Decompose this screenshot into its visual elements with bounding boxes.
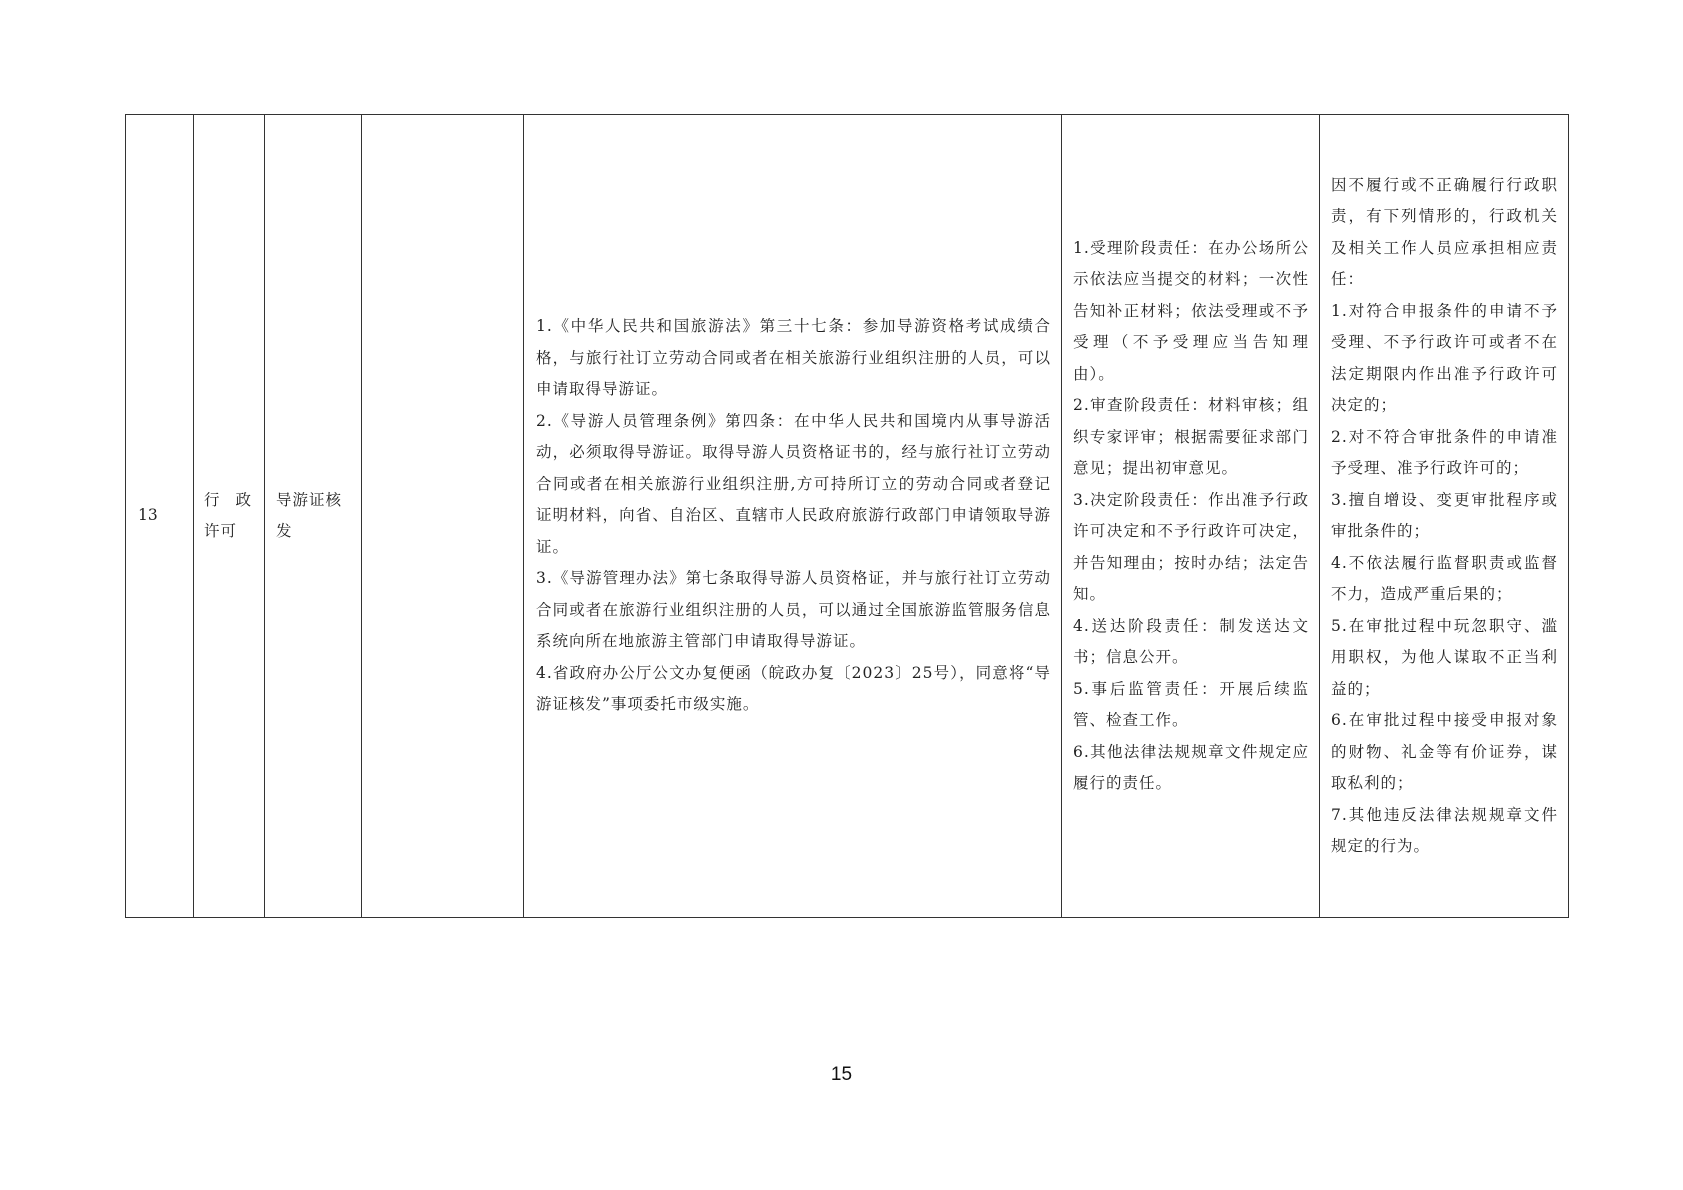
- table-row: [126, 115, 1569, 918]
- accountability-item: 3.擅自增设、变更审批程序或审批条件的；: [1331, 490, 1558, 540]
- accountability-item: 5.在审批过程中玩忽职守、滥用职权，为他人谋取不正当利益的；: [1331, 616, 1558, 698]
- category-line-1: [204, 485, 252, 517]
- accountability-item: 1.对符合申报条件的申请不予受理、不予行政许可或者不在法定期限内作出准予行政许可决定的；: [1331, 301, 1558, 414]
- item-name-cell: [265, 115, 362, 918]
- row-number: 13: [138, 506, 158, 525]
- category-line-2: 许可: [204, 522, 238, 540]
- responsibility-item: 1.受理阶段责任：在办公场所公示依法应当提交的材料；一次性告知补正材料；依法受理或不予受理（不予受理应当告知理由）。: [1073, 238, 1309, 383]
- page-number: 15: [830, 1064, 853, 1085]
- blank-cell: [362, 115, 524, 918]
- item-name: 导游证核发: [276, 490, 343, 540]
- responsibility-item: 2.审查阶段责任：材料审核；组织专家评审；根据需要征求部门意见；提出初审意见。: [1073, 396, 1309, 477]
- responsibility-item: 3.决定阶段责任：作出准予行政许可决定和不予行政许可决定，并告知理由；按时办结；法定告知。: [1073, 490, 1309, 603]
- legal-basis-cell: [524, 115, 1062, 918]
- accountability-cell: [1320, 115, 1569, 918]
- legal-basis-item: 4.省政府办公厅公文办复便函（皖政办复〔2023〕25号），同意将“导游证核发”事项委托市级实施。: [536, 663, 1051, 714]
- legal-basis-item: 1.《中华人民共和国旅游法》第三十七条：参加导游资格考试成绩合格，与旅行社订立劳动合同或者在相关旅游行业组织注册的人员，可以申请取得导游证。: [536, 317, 1051, 399]
- accountability-item: 6.在审批过程中接受申报对象的财物、礼金等有价证券，谋取私利的；: [1331, 711, 1558, 792]
- responsibility-item: 4.送达阶段责任：制发送达文书；信息公开。: [1073, 616, 1309, 666]
- accountability-intro: 因不履行或不正确履行行政职责，有下列情形的，行政机关及相关工作人员应承担相应责任：: [1331, 175, 1558, 288]
- responsibility-item: 5.事后监管责任：开展后续监管、检查工作。: [1073, 679, 1309, 729]
- row-number-cell: [126, 115, 194, 918]
- accountability-item: 2.对不符合审批条件的申请准予受理、准予行政许可的；: [1331, 427, 1558, 477]
- category-cell: [194, 115, 265, 918]
- responsibility-table: [125, 114, 1569, 918]
- accountability-item: 4.不依法履行监督职责或监督不力，造成严重后果的；: [1331, 553, 1558, 603]
- category-char: 政: [235, 490, 252, 509]
- responsibility-item: 6.其他法律法规规章文件规定应履行的责任。: [1073, 742, 1309, 792]
- category-char: 行: [204, 490, 221, 509]
- legal-basis-item: 2.《导游人员管理条例》第四条：在中华人民共和国境内从事导游活动，必须取得导游证。取得导游人员资格证书的，经与旅行社订立劳动合同或者在相关旅游行业组织注册,方可持所订立的劳动合同或者登记证明材料，向省、自治区、直辖市人民政府旅游行政部门申请领取导游证。: [536, 411, 1051, 556]
- responsibilities-cell: [1062, 115, 1320, 918]
- legal-basis-item: 3.《导游管理办法》第七条取得导游人员资格证，并与旅行社订立劳动合同或者在旅游行业组织注册的人员，可以通过全国旅游监管服务信息系统向所在地旅游主管部门申请取得导游证。: [536, 569, 1051, 651]
- accountability-item: 7.其他违反法律法规规章文件规定的行为。: [1331, 805, 1558, 855]
